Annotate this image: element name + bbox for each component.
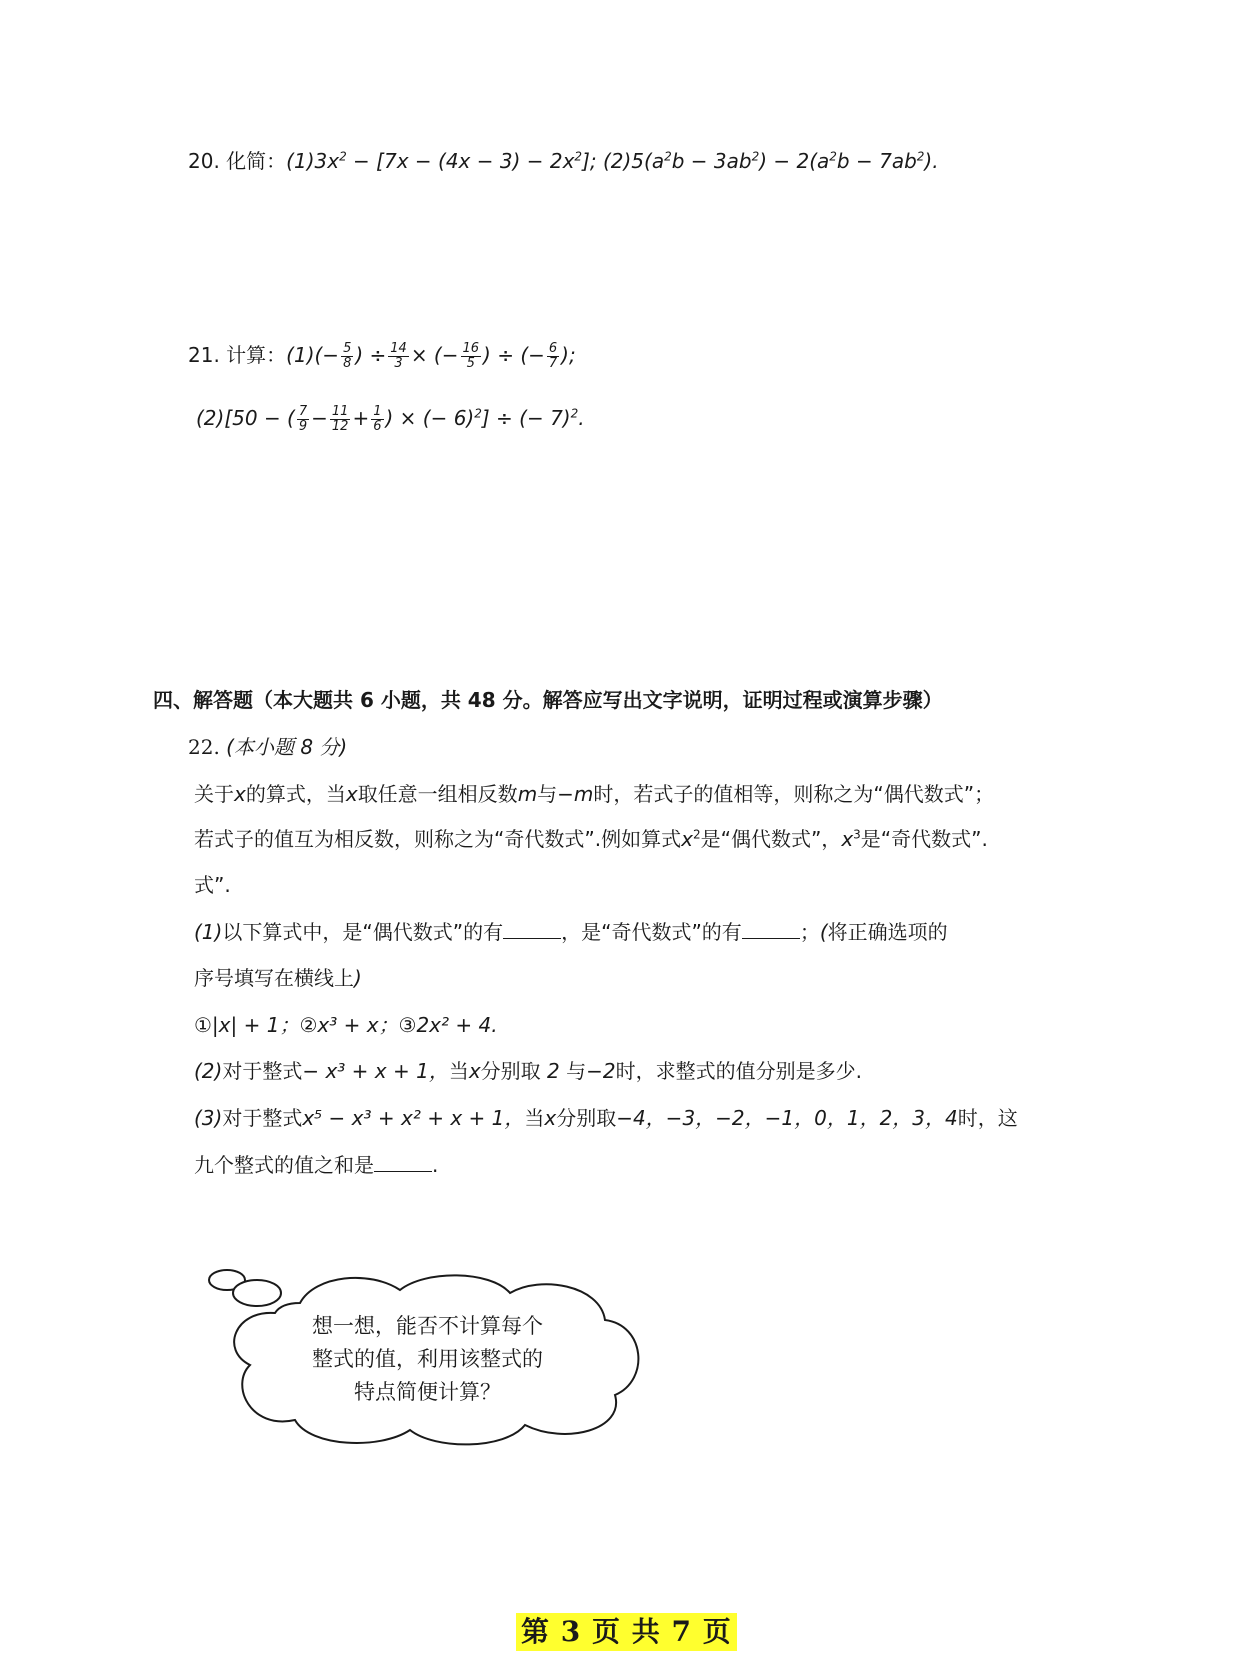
q22-intro-line-2: 若式子的值互为相反数，则称之为“奇代数式”.例如算式$x^2$是“偶代数式”，$x^3$是“奇代数式”.: [194, 827, 988, 851]
q22-sub3-cont: 九个整式的值之和是 .: [194, 1153, 439, 1177]
answer-blank[interactable]: [503, 920, 561, 939]
fraction: $\frac{6}{7}$: [548, 341, 558, 371]
cloud-line: 整式的值，利用该整式的: [312, 1347, 543, 1371]
q21-expression-2: (2)[50 − ( $\frac{7}{9}$ − $\frac{11}{12}$ + $\frac{1}{6}$ ) × (− 6)$^2$] ÷ (− 7)$^2$.: [196, 404, 585, 434]
q21-number: 21.: [188, 343, 220, 367]
cloud-line: 想一想，能否不计算每个: [312, 1314, 543, 1338]
question-20: [188, 147, 939, 175]
question-21: [188, 335, 576, 375]
q22-sub1: (1)以下算式中，是“偶代数式”的有 ，是“奇代数式”的有 ；(将正确选项的: [194, 920, 948, 944]
fraction: $\frac{16}{5}$: [462, 341, 480, 371]
q22-number: 22.: [188, 735, 220, 759]
answer-blank[interactable]: [374, 1153, 432, 1172]
fraction: $\frac{5}{8}$: [343, 341, 352, 371]
q22-score: (本小题 8 分): [226, 735, 348, 759]
q22-intro-line-1: 关于x的算式，当x取任意一组相反数m与−m时，若式子的值相等，则称之为“偶代数式”；: [194, 782, 995, 806]
fraction: $\frac{14}{3}$: [390, 341, 407, 371]
fraction: $\frac{11}{12}$: [331, 404, 349, 434]
q22-sub1-cont: 序号填写在横线上): [194, 966, 362, 990]
q22-intro-line-3: 式”.: [194, 873, 231, 897]
cloud-line: 特点简便计算？: [354, 1380, 501, 1404]
cloud-text: [285, 1310, 570, 1409]
fraction: $\frac{7}{9}$: [298, 404, 308, 434]
q20-label: 化简：: [226, 149, 287, 173]
thought-cloud: [205, 1265, 650, 1450]
section-heading: 四、解答题（本大题共 6 小题，共 48 分。解答应写出文字说明，证明过程或演算步骤）: [153, 688, 943, 712]
q21-expression-1: (1)(− $\frac{5}{8}$ ) ÷ $\frac{14}{3}$ × (− $\frac{16}{5}$ ) ÷ (− $\frac{6}{7}$ );: [286, 341, 576, 371]
q22-sub3: (3)对于整式x⁵ − x³ + x² + x + 1，当x分别取−4，−3，−2，−1，0，1，2，3，4时，这: [194, 1106, 1018, 1130]
q22-sub2: (2)对于整式− x³ + x + 1，当x分别取 2 与−2时，求整式的值分别是多少.: [194, 1059, 862, 1083]
page-number: 第 3 页 共 7 页: [516, 1613, 737, 1651]
q20-number: 20.: [188, 149, 220, 173]
fraction: $\frac{1}{6}$: [373, 404, 382, 434]
question-22-title: [188, 733, 347, 761]
answer-blank[interactable]: [742, 920, 800, 939]
q21-label: 计算：: [226, 343, 287, 367]
q22-options: ①|x| + 1；②x³ + x；③2x² + 4.: [194, 1013, 498, 1037]
q20-expression: $(1)3x^2 - [7x - (4x - 3) - 2x^2]$; $(2)5(a^2b - 3ab^2) - 2(a^2b - 7ab^2)$.: [286, 149, 939, 173]
